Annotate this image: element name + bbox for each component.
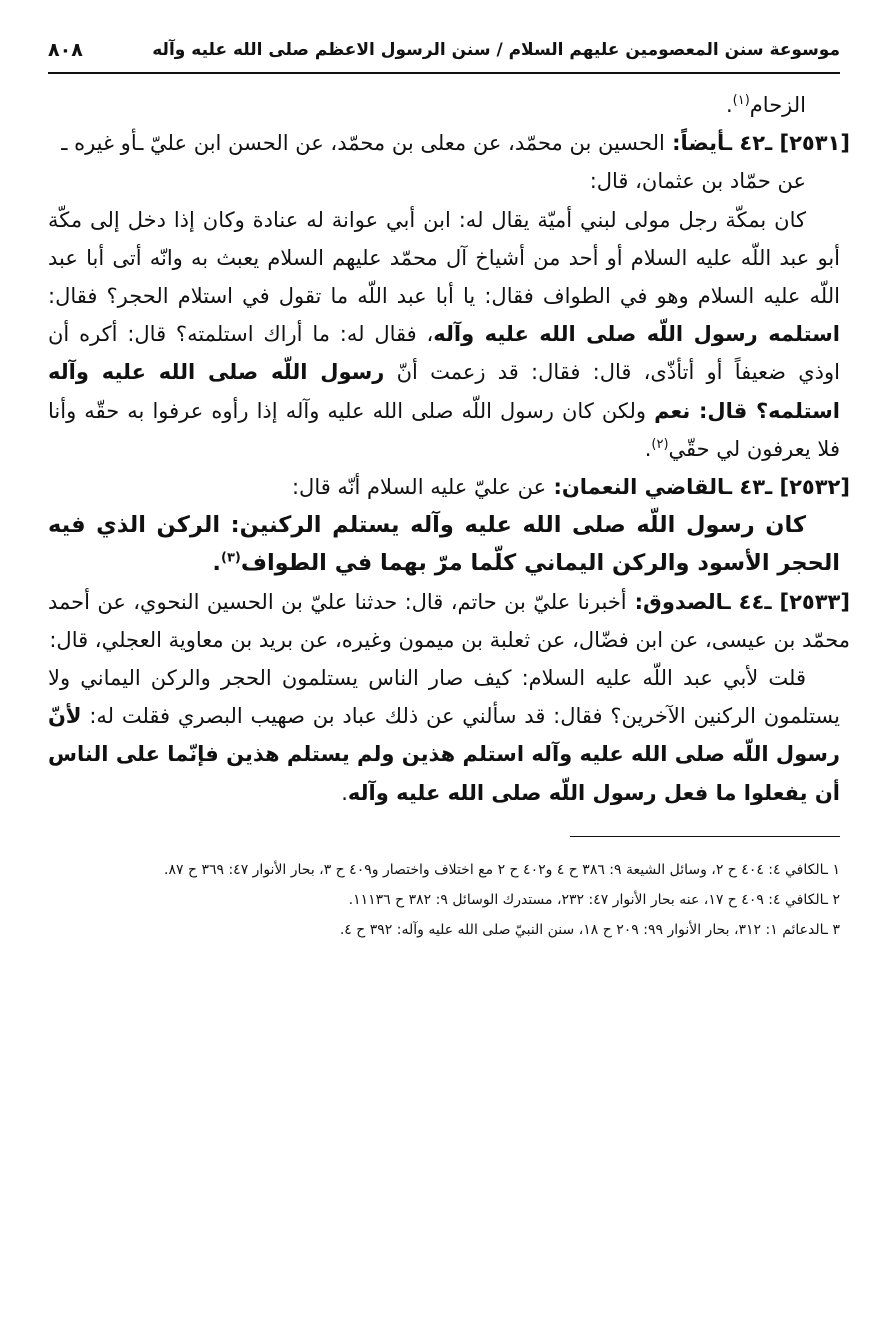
main-text xyxy=(47,86,850,812)
hadith-2531-b2: رسول اللّه صلى الله عليه وآله استلمه؟ قال: نعم xyxy=(48,360,840,423)
footnote-ref-3: (٣) xyxy=(220,550,241,566)
hadith-2532-label: [٢٥٣٢] ـ٤٣ ـالقاضي النعمان: xyxy=(546,475,850,500)
hadith-2533-p2: . xyxy=(341,780,348,805)
hadith-2532-chain-text: عن عليّ عليه السلام أنّه قال: xyxy=(291,475,547,500)
hadith-2531-label: [٢٥٣١] ـ٤٢ ـأيضاً: xyxy=(664,131,850,156)
hadith-2533-chain xyxy=(48,583,850,659)
continuation-text: الزحام xyxy=(749,93,806,117)
page-number: ٨٠٨ xyxy=(48,39,83,61)
footnote-1: ١ ـالكافي ٤: ٤٠٤ ح ٢، وسائل الشيعة ٩: ٣٨٦ ح ٤ و٤٠٢ ح ٢ مع اختلاف واختصار و٤٠٩ ح ٣، بحار الأنوار ٤٧: ٣٦٩ ح ٨٧. xyxy=(164,861,840,878)
footnotes xyxy=(48,855,840,945)
hadith-2533-b1: لأنّ رسول اللّه صلى الله عليه وآله استلم هذين ولم يستلم هذين فإنّما على الناس أن يفعلوا ما فعل رسول اللّه صلى الله عليه وآله xyxy=(47,704,840,805)
continuation-line: الزحام$^{(١)}$. xyxy=(725,93,806,117)
hadith-2531-body: كان بمكّة رجل مولى لبني أميّة يقال له: ابن أبي عوانة له عنادة وكان إذا دخل إلى مكّة أبو عبد اللّه عليه السلام أو أحد من أشياخ آل محمّد عليهم السلام يعبث به وانّه أتى أبا عبد اللّه عليه السلام وهو في الطواف فقال: يا أبا عبد اللّه ما تقول في استلام الحجر؟ فقال: استلمه رسول اللّه صلى الله عليه وآله، فقال له: ما أراك استلمته؟ قال: أكره أن اوذي ضعيفاً أو أتأذّى، قال: فقال: قد زعمت أنّ رسول اللّه صلى الله عليه وآله استلمه؟ قال: نعم ولكن كان رسول اللّه صلى الله عليه وآله إذا رأوه عرفوا به حقّه وأنا فلا يعرفون لي حقّي$^{(٢)}$. xyxy=(48,207,840,461)
hadith-2531-chain-end xyxy=(48,162,840,200)
footnote-2: ٢ ـالكافي ٤: ٤٠٩ ح ١٧، عنه بحار الأنوار ٤٧: ٢٣٢، مستدرك الوسائل ٩: ٣٨٢ ح ١١١٣٦. xyxy=(348,891,840,908)
footnote-ref-2: (٢) xyxy=(651,436,669,452)
hadith-2532-text: كان رسول اللّه صلى الله عليه وآله يستلم الركنين: الركن الذي فيه الحجر الأسود والركن اليماني كلّما مرّ بهما في الطواف xyxy=(48,512,840,577)
hadith-2532-chain xyxy=(48,468,850,506)
hadith-2531-b1: استلمه رسول اللّه صلى الله عليه وآله xyxy=(433,322,840,347)
hadith-2531-p1: كان بمكّة رجل مولى لبني أميّة يقال له: ابن أبي عوانة له عنادة وكان إذا دخل إلى مكّة أبو عبد اللّه عليه السلام أو أحد من أشياخ آل محمّد عليهم السلام يعبث به وانّه أتى أبا عبد اللّه عليه السلام وهو في الطواف فقال: يا أبا عبد اللّه ما تقول في استلام الحجر؟ فقال: xyxy=(48,207,840,309)
hadith-2531-p3: ولكن كان رسول اللّه صلى الله عليه وآله إذا رأوه عرفوا به حقّه وأنا فلا يعرفون لي حقّي xyxy=(48,398,840,461)
header-divider xyxy=(48,72,840,74)
footnote-divider xyxy=(570,836,840,837)
hadith-2533-chain-text: أخبرنا عليّ بن حاتم، قال: حدثنا عليّ بن الحسين النحوي، عن أحمد محمّد بن عيسى، عن ابن فضّال، عن ثعلبة بن ميمون وغيره، عن بريد بن معاوية العجلي، قال: xyxy=(48,589,850,652)
header-title: موسوعة سنن المعصومين عليهم السلام / سنن الرسول الاعظم صلى الله عليه وآله xyxy=(152,40,840,60)
hadith-2531-p2: ، فقال له: ما أراك استلمته؟ قال: أكره أن اوذي ضعيفاً أو أتأذّى، قال: فقال: قد زعمت أنّ xyxy=(48,322,840,385)
footnote-3: ٣ ـالدعائم ١: ٣١٢، بحار الأنوار ٩٩: ٢٠٩ ح ١٨، سنن النبيّ صلى الله عليه وآله: ٣٩٢ ح ٤. xyxy=(339,921,840,938)
hadith-2531-chain xyxy=(48,124,850,162)
running-header xyxy=(48,30,840,70)
hadith-2531-chain-text: الحسين بن محمّد، عن معلى بن محمّد، عن الحسن ابن عليّ ـأو غيره ـ xyxy=(61,131,665,156)
footnote-ref-1: (١) xyxy=(732,93,750,108)
hadith-2533-label: [٢٥٣٣] ـ٤٤ ـالصدوق: xyxy=(626,589,850,614)
hadith-2532-body: كان رسول اللّه صلى الله عليه وآله يستلم الركنين: الركن الذي فيه الحجر الأسود والركن اليماني كلّما مرّ بهما في الطواف$^{(٣)}$. xyxy=(48,512,840,577)
hadith-2533-body xyxy=(48,659,840,812)
hadith-2531-chain-text-2: عن حمّاد بن عثمان، قال: xyxy=(589,169,806,194)
hadith-2533-p1: قلت لأبي عبد اللّه عليه السلام: كيف صار الناس يستلمون الحجر والركن اليماني ولا يستلمون الركنين الآخرين؟ فقال: قد سألني عن ذلك عباد بن صهيب البصري فقلت له: xyxy=(48,666,840,729)
document-page xyxy=(47,30,850,1300)
